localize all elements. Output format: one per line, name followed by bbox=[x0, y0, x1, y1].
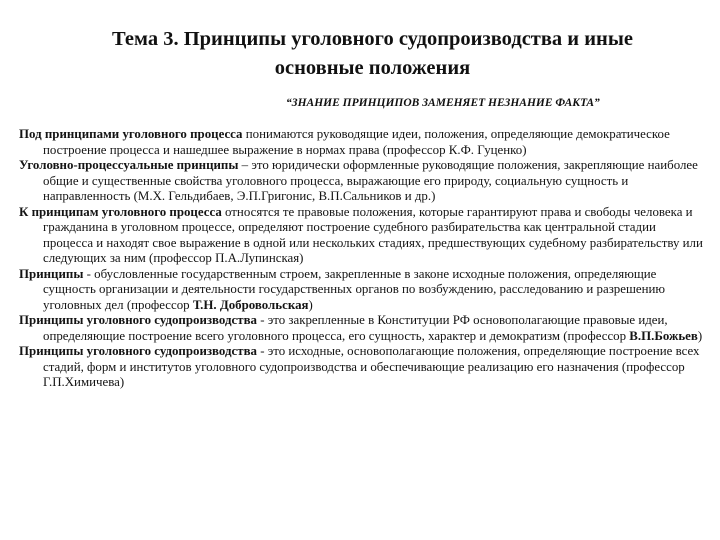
definition-author: В.П.Божьев bbox=[629, 328, 698, 343]
definition-author: Т.Н. Добровольская bbox=[192, 297, 309, 312]
definition-tail: и др.) bbox=[401, 189, 436, 203]
definition-item bbox=[19, 344, 707, 391]
definition-author: П.А.Лупинская bbox=[215, 251, 300, 265]
definition-tail: ) bbox=[522, 142, 527, 157]
definition-term: Принципы уголовного судопроизводства bbox=[19, 313, 257, 327]
definition-item bbox=[19, 313, 707, 344]
definition-author: М.Х. Гельдибаев, Э.П.Григонис, В.П.Сальников bbox=[137, 189, 402, 203]
title-line-2: основные положения bbox=[274, 57, 471, 79]
definition-tail: ) bbox=[308, 297, 313, 312]
definition-tail: ) bbox=[299, 251, 304, 265]
slide-title bbox=[40, 25, 705, 83]
definitions-list bbox=[19, 127, 707, 391]
definition-tail: ) bbox=[119, 375, 125, 389]
definition-term: Принципы уголовного судопроизводства bbox=[19, 344, 257, 358]
definition-item bbox=[19, 205, 707, 267]
epigraph: “ЗНАНИЕ ПРИНЦИПОВ ЗАМЕНЯЕТ НЕЗНАНИЕ ФАКТА” bbox=[286, 97, 600, 109]
definition-item bbox=[19, 127, 707, 158]
definition-text: – это юридически оформленные руководящие положения, закрепляющие наиболее общие и существенные свойства уголовного процесса, выражающие его природу, социальную сущность и направленность ( bbox=[43, 158, 698, 203]
definition-text: - обусловленные государственным строем, закрепленные в законе исходные положения, определяющие сущность организации и деятельности государственных органов по возбуждению, расследованию и разрешению уголовных дел (профессор bbox=[43, 266, 666, 312]
definition-tail: ) bbox=[697, 328, 703, 343]
definition-term: Под принципами уголовного процесса bbox=[19, 127, 243, 141]
title-line-1: Тема 3. Принципы уголовного судопроизводства и иные bbox=[112, 28, 633, 50]
definition-text: - это закрепленные в Конституции РФ основополагающие правовые идеи, определяющие построение всего уголовного процесса, его сущность, характер и демократизм (профессор bbox=[43, 313, 668, 343]
definition-author: К.Ф. Гуценко bbox=[448, 142, 523, 157]
definition-item bbox=[19, 267, 707, 314]
definition-author: Г.П.Химичева bbox=[43, 375, 120, 389]
definition-term: К принципам уголовного процесса bbox=[19, 204, 222, 219]
definition-text: - это исходные, основополагающие положения, определяющие построение всех стадий, форм и институтов уголовного судопроизводства и обеспечивающие реализацию его назначения (профессор bbox=[43, 344, 700, 374]
definition-term: Уголовно-процессуальные принципы bbox=[19, 158, 239, 172]
definition-text: относятся те правовые положения, которые гарантируют права и свободы человека и гражданина в уголовном процессе, определяют построение судебного разбирательства как центральной стадии процесса и находят свое выражение в одной или нескольких стадиях, предшествующих судебному разбирательству или следующих за ним (профессор bbox=[43, 204, 703, 265]
definition-item bbox=[19, 158, 707, 205]
definition-term: Принципы bbox=[19, 266, 84, 281]
definition-text: понимаются руководящие идеи, положения, определяющие демократическое построение процесса и нашедшее выражение в нормах права (профессор bbox=[43, 127, 670, 157]
